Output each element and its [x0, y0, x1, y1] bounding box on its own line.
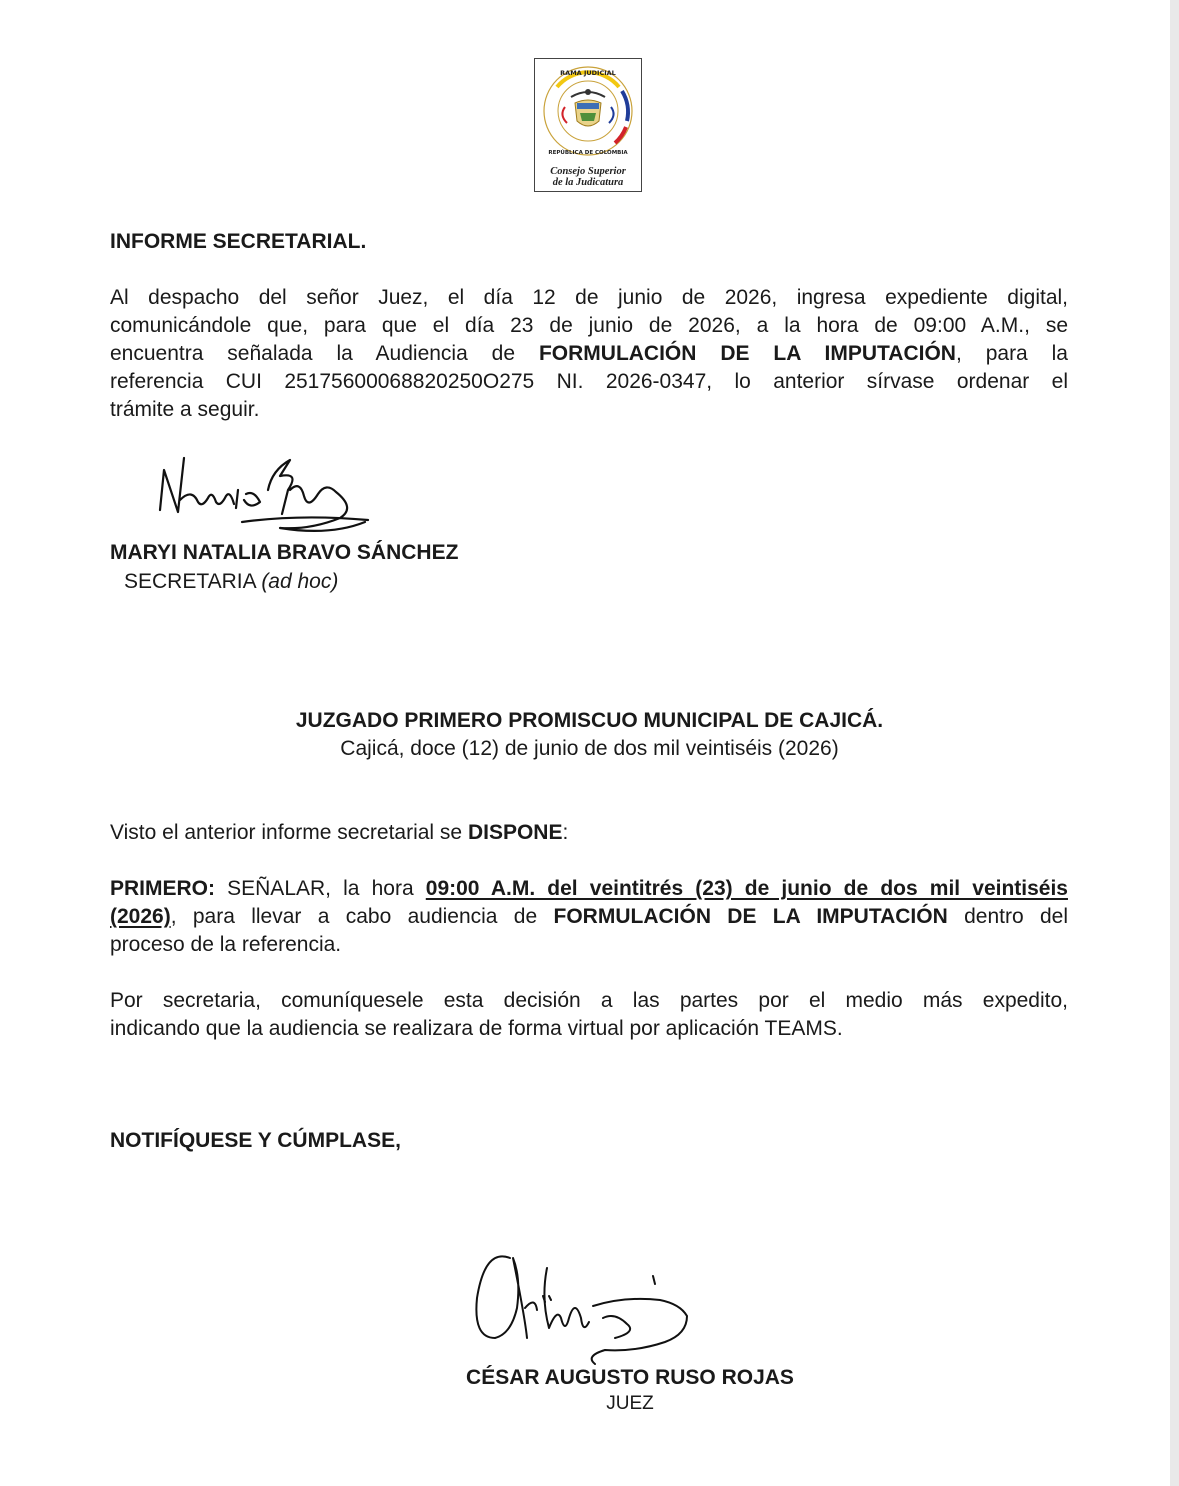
- informe-line-3: encuentra señalada la Audiencia de FORMULACIÓN DE LA IMPUTACIÓN, para la: [110, 342, 1068, 365]
- informe-title: INFORME SECRETARIAL.: [110, 230, 367, 253]
- secretaria-line-1: Por secretaria, comuníquesele esta decisión a las partes por el medio más expedito,: [110, 989, 1068, 1012]
- informe-line-2: comunicándole que, para que el día 23 de junio de 2026, a la hora de 09:00 A.M., se: [110, 314, 1068, 337]
- judge-role: JUEZ: [606, 1393, 654, 1414]
- svg-text:REPÚBLICA DE COLOMBIA: REPÚBLICA DE COLOMBIA: [548, 150, 628, 156]
- svg-text:RAMA JUDICIAL: RAMA JUDICIAL: [560, 69, 616, 77]
- secretary-name: MARYI NATALIA BRAVO SÁNCHEZ: [110, 541, 459, 564]
- primero-line-1: PRIMERO: SEÑALAR, la hora 09:00 A.M. del veintitrés (23) de junio de dos mil veintiséis: [110, 877, 1068, 900]
- court-name: JUZGADO PRIMERO PROMISCUO MUNICIPAL DE CAJICÁ.: [295, 709, 884, 732]
- primero-line-3: proceso de la referencia.: [110, 933, 342, 956]
- judiciary-emblem: [534, 58, 642, 192]
- primero-line-2: (2026), para llevar a cabo audiencia de FORMULACIÓN DE LA IMPUTACIÓN dentro del: [110, 905, 1068, 928]
- emblem-line-2: de la Judicatura: [552, 177, 624, 188]
- informe-line-4: referencia CUI 25175600068820250O275 NI. 2026-0347, lo anterior sírvase ordenar el: [110, 370, 1068, 393]
- judge-name: CÉSAR AUGUSTO RUSO ROJAS: [466, 1366, 794, 1389]
- informe-line-1: Al despacho del señor Juez, el día 12 de junio de 2026, ingresa expediente digital,: [110, 286, 1068, 309]
- informe-body: [110, 284, 1068, 424]
- judge-signature: [465, 1238, 710, 1378]
- emblem-line-1: Consejo Superior: [550, 166, 626, 177]
- visto-line: Visto el anterior informe secretarial se DISPONE:: [110, 821, 569, 844]
- informe-line-5: trámite a seguir.: [110, 398, 260, 421]
- secretary-role: SECRETARIA (ad hoc): [124, 570, 339, 593]
- secretaria-line-2: indicando que la audiencia se realizara de forma virtual por aplicación TEAMS.: [110, 1017, 843, 1040]
- closing-formula: NOTIFÍQUESE Y CÚMPLASE,: [110, 1129, 401, 1152]
- page-edge: [1170, 0, 1179, 1486]
- court-date: Cajicá, doce (12) de junio de dos mil veintiséis (2026): [340, 737, 839, 760]
- secretaria-paragraph: [110, 987, 1068, 1043]
- primero-paragraph: [110, 875, 1068, 959]
- secretary-signature: [150, 450, 380, 545]
